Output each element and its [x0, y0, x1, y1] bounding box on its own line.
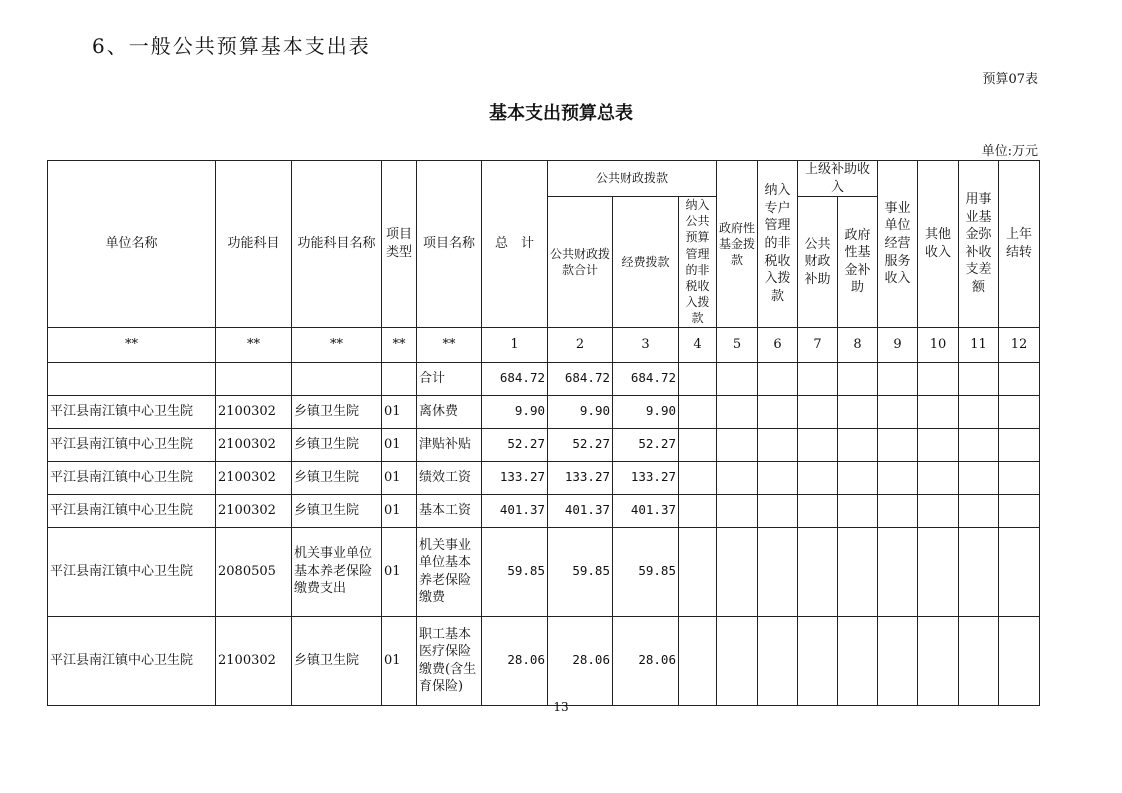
unit-cell: 平江县南江镇中心卫生院	[48, 395, 216, 428]
header-business-income: 事业单位经营服务收入	[878, 161, 918, 328]
type-cell: 01	[382, 428, 417, 461]
funding-cell: 133.27	[613, 461, 679, 494]
table-row	[48, 461, 1040, 494]
func-cell: 乡镇卫生院	[292, 395, 382, 428]
unit-cell: 平江县南江镇中心卫生院	[48, 494, 216, 527]
unit-cell: 平江县南江镇中心卫生院	[48, 527, 216, 616]
col-index: **	[382, 327, 417, 362]
col-index: 1	[482, 327, 548, 362]
table-row	[48, 395, 1040, 428]
type-cell: 01	[382, 461, 417, 494]
header-funding-alloc: 经费拨款	[613, 197, 679, 328]
total-cell: 59.85	[482, 527, 548, 616]
total-cell: 133.27	[482, 461, 548, 494]
col-index: 10	[918, 327, 959, 362]
code-cell: 2100302	[216, 395, 292, 428]
col-index: 8	[838, 327, 878, 362]
table-row	[48, 616, 1040, 705]
total-funding-cell: 684.72	[613, 362, 679, 395]
header-nontax-budget: 纳入公共预算管理的非税收入拨款	[679, 197, 717, 328]
code-cell: 2100302	[216, 494, 292, 527]
budget-table	[47, 160, 1040, 706]
funding-cell: 401.37	[613, 494, 679, 527]
public-total-cell: 133.27	[548, 461, 613, 494]
total-row	[48, 362, 1040, 395]
total-cell: 684.72	[482, 362, 548, 395]
func-cell: 乡镇卫生院	[292, 616, 382, 705]
funding-cell: 9.90	[613, 395, 679, 428]
header-gov-fund: 政府性基金拨款	[717, 161, 758, 328]
header-public-fiscal: 公共财政拨款	[548, 161, 717, 197]
name-cell: 职工基本医疗保险缴费(含生育保险)	[417, 616, 482, 705]
header-special-nontax: 纳入专户管理的非税收入拨款	[758, 161, 798, 328]
func-cell: 乡镇卫生院	[292, 428, 382, 461]
col-index: 6	[758, 327, 798, 362]
total-cell: 28.06	[482, 616, 548, 705]
header-public-fiscal-subsidy: 公共财政补助	[798, 197, 838, 328]
col-index: 7	[798, 327, 838, 362]
public-total-cell: 9.90	[548, 395, 613, 428]
section-title: 6、一般公共预算基本支出表	[92, 34, 371, 58]
code-cell: 2100302	[216, 461, 292, 494]
code-cell: 2100302	[216, 428, 292, 461]
total-cell: 9.90	[482, 395, 548, 428]
public-total-cell: 28.06	[548, 616, 613, 705]
header-gov-fund-subsidy: 政府性基金补助	[838, 197, 878, 328]
col-index: **	[216, 327, 292, 362]
header-carryover: 上年结转	[999, 161, 1040, 328]
total-cell: 52.27	[482, 428, 548, 461]
name-cell: 基本工资	[417, 494, 482, 527]
unit-cell: 平江县南江镇中心卫生院	[48, 428, 216, 461]
funding-cell: 28.06	[613, 616, 679, 705]
total-public-cell: 684.72	[548, 362, 613, 395]
type-cell: 01	[382, 494, 417, 527]
header-proj-name: 项目名称	[417, 161, 482, 328]
table-row	[48, 527, 1040, 616]
header-reserve-fund: 用事业基金弥补收支差额	[959, 161, 999, 328]
type-cell: 01	[382, 395, 417, 428]
col-index: 2	[548, 327, 613, 362]
header-proj-type: 项目类型	[382, 161, 417, 328]
column-index-row	[48, 327, 1040, 362]
table-title: 基本支出预算总表	[489, 103, 633, 124]
public-total-cell: 401.37	[548, 494, 613, 527]
name-cell: 绩效工资	[417, 461, 482, 494]
type-cell: 01	[382, 616, 417, 705]
func-cell: 机关事业单位基本养老保险缴费支出	[292, 527, 382, 616]
func-cell: 乡镇卫生院	[292, 494, 382, 527]
header-public-fiscal-total: 公共财政拨款合计	[548, 197, 613, 328]
col-index: 12	[999, 327, 1040, 362]
page-number: 13	[553, 700, 569, 714]
public-total-cell: 52.27	[548, 428, 613, 461]
col-index: 3	[613, 327, 679, 362]
unit-cell: 平江县南江镇中心卫生院	[48, 461, 216, 494]
func-cell: 乡镇卫生院	[292, 461, 382, 494]
name-cell: 离休费	[417, 395, 482, 428]
type-cell: 01	[382, 527, 417, 616]
code-cell: 2100302	[216, 616, 292, 705]
header-other-income: 其他收入	[918, 161, 959, 328]
code-cell: 2080505	[216, 527, 292, 616]
col-index: 9	[878, 327, 918, 362]
col-index: 5	[717, 327, 758, 362]
form-number: 预算07表	[982, 72, 1038, 87]
col-index: 4	[679, 327, 717, 362]
col-index: 11	[959, 327, 999, 362]
table-row	[48, 428, 1040, 461]
total-label: 合计	[417, 362, 482, 395]
header-func-name: 功能科目名称	[292, 161, 382, 328]
public-total-cell: 59.85	[548, 527, 613, 616]
funding-cell: 59.85	[613, 527, 679, 616]
unit-label: 单位:万元	[981, 144, 1038, 159]
header-unit-name: 单位名称	[48, 161, 216, 328]
table-row	[48, 494, 1040, 527]
header-func-code: 功能科目	[216, 161, 292, 328]
name-cell: 机关事业单位基本养老保险缴费	[417, 527, 482, 616]
header-total: 总 计	[482, 161, 548, 328]
unit-cell: 平江县南江镇中心卫生院	[48, 616, 216, 705]
total-cell: 401.37	[482, 494, 548, 527]
col-index: **	[48, 327, 216, 362]
name-cell: 津贴补贴	[417, 428, 482, 461]
header-row-1	[48, 161, 1040, 197]
funding-cell: 52.27	[613, 428, 679, 461]
col-index: **	[417, 327, 482, 362]
col-index: **	[292, 327, 382, 362]
header-superior-subsidy: 上级补助收入	[798, 161, 878, 197]
